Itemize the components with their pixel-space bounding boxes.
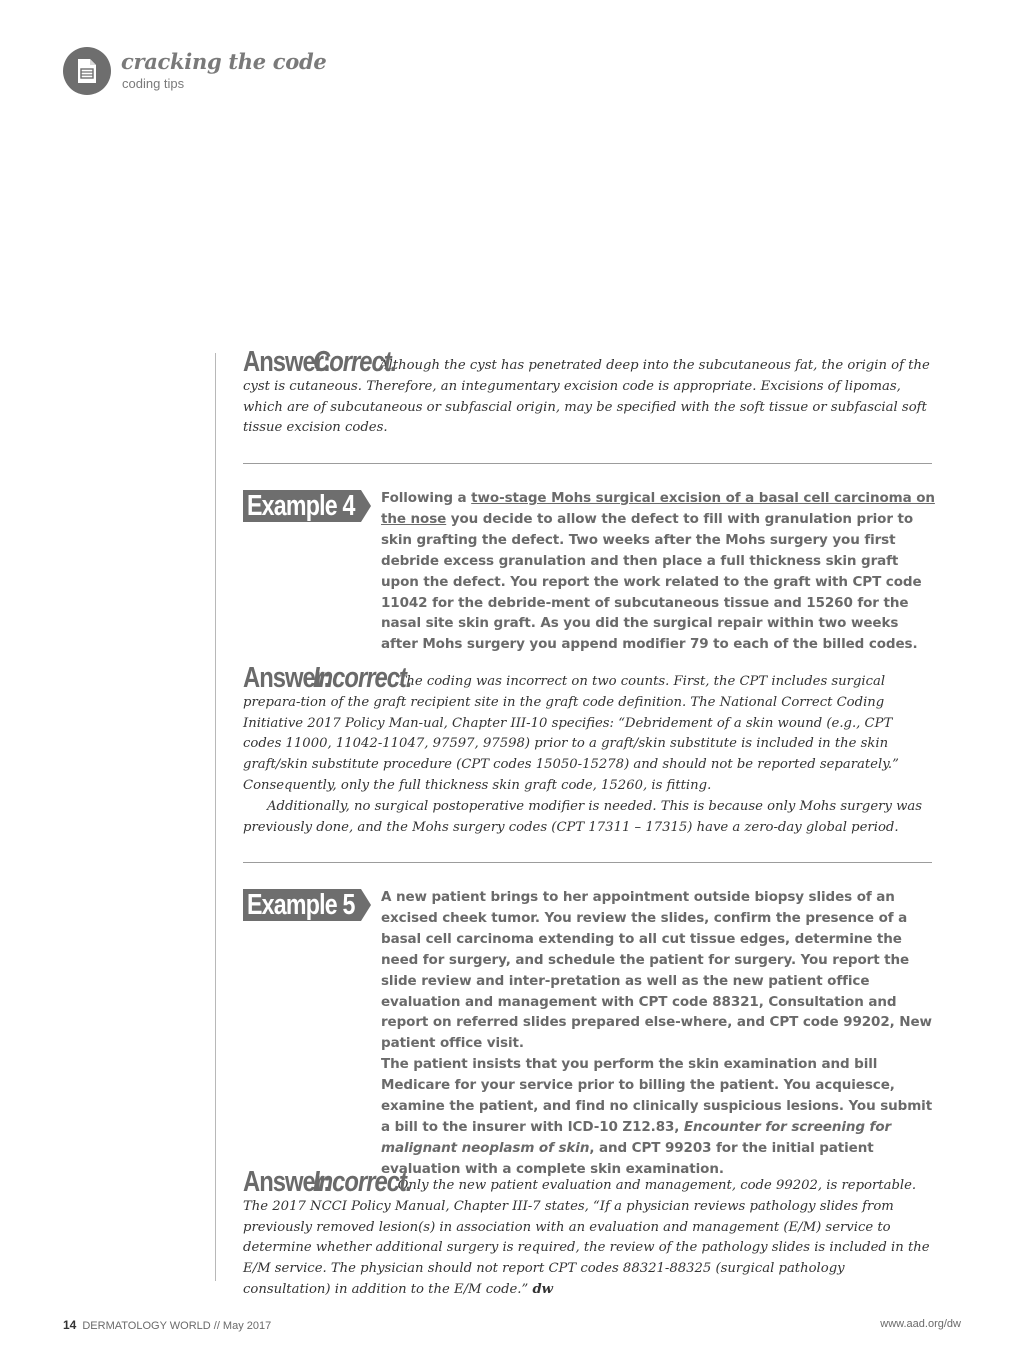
section-divider bbox=[243, 862, 932, 863]
answer-lead: Answer: bbox=[243, 662, 330, 694]
example-text: you decide to allow the defect to fill with granulation prior to skin grafting the defect. Two weeks after the Mohs surgery you first debride excess granulation and then place a full thickness skin graft upon the defect. You report the work related to the graft with CPT code 11042 for the debride-ment of subcutaneous tissue and 15260 for the nasal site skin graft. As you did the surgical repair within two weeks after Mohs surgery you append modifier 79 to each of the billed codes. bbox=[381, 510, 922, 653]
answer-lead: Answer: bbox=[243, 1166, 330, 1198]
example-5-label bbox=[243, 889, 371, 921]
diagnosis-description: Encounter for screening for malignant neoplasm of skin bbox=[381, 1118, 892, 1156]
publication-name: DERMATOLOGY WORLD // May 2017 bbox=[82, 1320, 272, 1332]
section-title: cracking the code bbox=[121, 49, 327, 74]
signature: dw bbox=[532, 1281, 554, 1297]
section-subtitle: coding tips bbox=[122, 76, 185, 91]
vertical-divider bbox=[215, 353, 216, 1281]
example-label-text: Example 5 bbox=[247, 889, 355, 921]
section-icon bbox=[63, 47, 111, 95]
footer-left bbox=[63, 1318, 271, 1332]
footer-url[interactable]: www.aad.org/dw bbox=[880, 1318, 961, 1330]
answer-verdict: Correct. bbox=[313, 346, 397, 378]
example-paragraph-1: A new patient brings to her appointment outside biopsy slides of an excised cheek tumor. You review the slides, confirm the presence of a basal cell carcinoma extending to all cut tissue edges, determine the need for surgery, and schedule the patient for surgery. You report the slide review and inter-pretation as well as the new patient office evaluation and management with CPT code 88321, Consultation and report on referred slides prepared else-where, and CPT code 99202, New patient office visit. bbox=[381, 889, 932, 1052]
answer-4 bbox=[243, 662, 933, 838]
answer-verdict: Incorrect. bbox=[313, 662, 412, 694]
answer-lead: Answer: bbox=[243, 346, 330, 378]
answer-text: The coding was incorrect on two counts. First, the CPT includes surgical prepara-tion of the graft recipient site in the graft code definition. The National Correct Coding Initiative 2017 Policy Man-ual, Chapter III-10 specifies: “Debridement of a skin wound (e.g., CPT codes 11000, 11042-11047, 97597, 97598) prior to a graft/skin substitute is included in the skin graft/skin substitute procedure (CPT codes 15050-15278) and should not be reported separately.” Consequently, only the full thickness skin graft code, 15260, is fitting. bbox=[243, 674, 899, 793]
section-divider bbox=[243, 463, 932, 464]
example-underlined-text: two-stage Mohs surgical excision of a basal cell carcinoma on the nose bbox=[381, 490, 935, 527]
page-number: 14 bbox=[63, 1318, 77, 1332]
example-4-label bbox=[243, 490, 371, 522]
example-intro: Following a bbox=[381, 490, 472, 506]
document-icon bbox=[76, 58, 98, 84]
answer-text: Only the new patient evaluation and management, code 99202, is reportable. The 2017 NCCI Policy Manual, Chapter III-7 states, “If a physician reviews pathology slides from previously removed lesion(s) in association with an evaluation and management (E/M) service to determine whether additional surgery is required, the review of the pathology slides is included in the E/M service. The physician should not report CPT codes 88321-88325 (surgical pathology consultation) in addition to the E/M code.” bbox=[243, 1178, 930, 1297]
example-4-body bbox=[381, 488, 936, 655]
answer-5 bbox=[243, 1166, 933, 1301]
example-label-text: Example 4 bbox=[247, 490, 355, 522]
example-text: , and CPT 99203 for the initial patient evaluation with a complete skin examination. bbox=[381, 1139, 874, 1177]
answer-3 bbox=[243, 346, 933, 439]
answer-verdict: Incorrect. bbox=[313, 1166, 412, 1198]
answer-text: Although the cyst has penetrated deep into the subcutaneous fat, the origin of the cyst is cutaneous. Therefore, an integumentary excision code is appropriate. Excisions of lipomas, which are of subcutaneous or subfascial origin, may be specified with the soft tissue or subfascial soft tissue excision codes. bbox=[243, 358, 930, 436]
example-text: The patient insists that you perform the skin examination and bill Medicare for your service prior to billing the patient. You acquiesce, examine the patient, and find no clinically suspicious lesions. You submit a bill to the insurer with ICD-10 Z12.83, bbox=[381, 1056, 933, 1135]
example-paragraph-2 bbox=[381, 1054, 936, 1179]
answer-text-2: Additionally, no surgical postoperative modifier is needed. This is because only Mohs surgery was previously done, and the Mohs surgery codes (CPT 17311 – 17315) have a zero-day global period. bbox=[243, 798, 923, 835]
example-5-body bbox=[381, 887, 936, 1180]
